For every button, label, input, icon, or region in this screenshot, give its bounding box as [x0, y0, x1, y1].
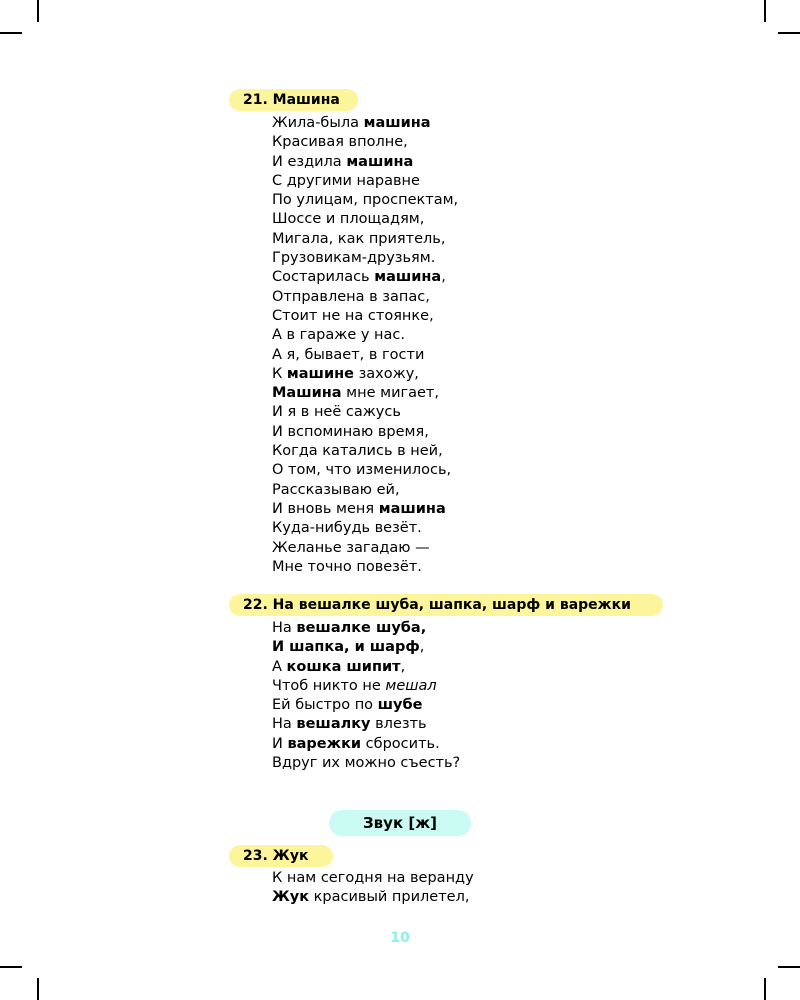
text-segment: Стоит не на стоянке,: [272, 307, 434, 324]
poem-line: [272, 365, 458, 384]
crop-mark-top-left: [37, 0, 39, 22]
poem-line: [272, 481, 458, 500]
crop-mark-top-right: [764, 0, 766, 22]
text-segment: Жила-была: [272, 115, 364, 131]
page-number: 10: [390, 930, 410, 946]
section-heading-21: 21. Машина: [229, 89, 358, 111]
poem-line: [272, 869, 474, 888]
text-segment: ,: [441, 269, 446, 286]
poem-22: [272, 619, 460, 773]
text-segment: мне мигает,: [341, 385, 439, 402]
text-segment: А в гараже у нас.: [272, 327, 406, 344]
poem-line: [272, 500, 458, 519]
text-segment: сбросить.: [361, 735, 440, 752]
text-segment: А я, бывает, в гости: [272, 346, 425, 363]
crop-mark-bottom-left: [37, 978, 39, 1000]
bold-word: машина: [378, 500, 446, 517]
text-segment: Вдруг их можно съесть?: [272, 755, 461, 772]
text-segment: ,: [419, 639, 425, 656]
text-segment: О том, что изменилось,: [272, 462, 452, 479]
text-segment: Отправлена в запас,: [272, 288, 430, 305]
poem-line: [272, 715, 460, 734]
poem-line: [272, 346, 458, 365]
poem-line: [272, 133, 458, 152]
text-segment: красивый прилетел,: [309, 889, 470, 906]
bold-word: кошка шипит: [286, 658, 401, 675]
poem-line: [272, 423, 458, 442]
text-segment: К: [272, 365, 287, 382]
text-segment: Мне точно повезёт.: [272, 558, 422, 575]
text-segment: И я в неё сажусь: [272, 404, 401, 421]
text-segment: По улицам, проспектам,: [272, 192, 459, 209]
poem-line: [272, 638, 460, 657]
sound-heading: Звук [ж]: [329, 810, 471, 836]
section-heading-23: 23. Жук: [229, 845, 333, 867]
text-segment: И ездила: [272, 153, 347, 170]
poem-line: [272, 230, 458, 249]
poem-line: [272, 384, 458, 403]
text-segment: С другими наравне: [272, 172, 420, 189]
poem-line: [272, 696, 460, 715]
bold-word: машина: [346, 153, 414, 170]
text-segment: Шоссе и площадям,: [272, 211, 425, 228]
crop-mark-bottom-right: [778, 966, 800, 968]
bold-word: машине: [286, 365, 354, 382]
poem-line: [272, 153, 458, 172]
section-heading-22: 22. На вешалке шуба, шапка, шарф и варежки: [229, 594, 663, 616]
poem-line: [272, 307, 458, 326]
text-segment: влезть: [370, 716, 427, 733]
poem-line: [272, 519, 458, 538]
crop-mark-bottom-left: [0, 966, 22, 968]
bold-word: шубе: [377, 697, 423, 714]
poem-line: [272, 442, 458, 461]
text-segment: И вспоминаю время,: [272, 423, 429, 440]
text-segment: А: [272, 658, 287, 675]
text-segment: Чтоб никто не: [272, 677, 386, 694]
text-segment: Ей быстро по: [272, 697, 378, 714]
poem-line: [272, 288, 458, 307]
poem-line: [272, 619, 460, 638]
text-segment: захожу,: [353, 365, 419, 382]
bold-word: варежки: [287, 735, 362, 752]
poem-21: [272, 114, 458, 577]
text-segment: Мигала, как приятель,: [272, 230, 446, 247]
poem-line: [272, 326, 458, 345]
poem-line: [272, 114, 458, 133]
poem-line: [272, 735, 460, 754]
poem-line: [272, 658, 460, 677]
text-segment: Рассказываю ей,: [272, 481, 400, 498]
italic-word: мешал: [385, 677, 437, 694]
text-segment: К нам сегодня на веранду: [272, 870, 474, 886]
crop-mark-top-right: [778, 32, 800, 34]
text-segment: Куда-нибудь везёт.: [272, 520, 422, 537]
text-segment: На: [272, 620, 297, 636]
bold-word: машина: [374, 269, 442, 286]
poem-line: [272, 268, 458, 287]
text-segment: Желанье загадаю —: [272, 539, 430, 556]
poem-line: [272, 539, 458, 558]
bold-word: вешалку: [296, 716, 371, 733]
bold-word: вешалке шуба,: [296, 620, 427, 636]
bold-word: Машина: [272, 385, 342, 402]
poem-line: [272, 461, 458, 480]
crop-mark-top-left: [0, 32, 22, 34]
poem-line: [272, 403, 458, 422]
poem-23: [272, 869, 474, 908]
text-segment: Состарилась: [272, 269, 375, 286]
poem-line: [272, 677, 460, 696]
text-segment: На: [272, 716, 297, 733]
text-segment: И вновь меня: [272, 500, 379, 517]
bold-word: Жук: [272, 889, 310, 906]
text-segment: Грузовикам-друзьям.: [272, 250, 436, 267]
poem-line: [272, 210, 458, 229]
text-segment: Красивая вполне,: [272, 134, 408, 151]
poem-line: [272, 558, 458, 577]
poem-line: [272, 888, 474, 907]
bold-word: И шапка, и шарф: [272, 639, 420, 656]
poem-line: [272, 249, 458, 268]
bold-word: машина: [363, 115, 431, 131]
poem-line: [272, 754, 460, 773]
text-segment: И: [272, 735, 288, 752]
poem-line: [272, 191, 458, 210]
text-segment: Когда катались в ней,: [272, 443, 443, 460]
text-segment: ,: [400, 658, 406, 675]
crop-mark-bottom-right: [764, 978, 766, 1000]
poem-line: [272, 172, 458, 191]
